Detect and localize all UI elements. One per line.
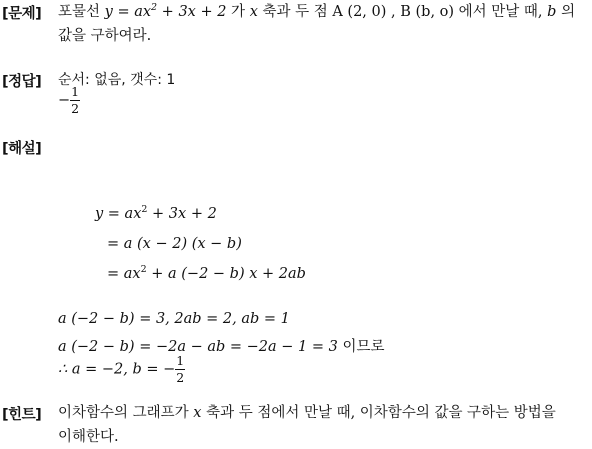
hint-text-2: 축과 두 점에서 만날 때, 이차함수의 값을 구하는 방법을	[206, 405, 556, 421]
answer-line: 순서: 없음, 갯수: 1	[58, 72, 176, 88]
solution-line-6-den: 2	[176, 369, 185, 385]
solution-line-5-math: a (−2 − b) = −2a − ab = −2a − 1 = 3	[58, 339, 338, 355]
solution-line-4: a (−2 − b) = 3, 2ab = 2, ab = 1	[58, 311, 290, 327]
problem-text	[58, 0, 592, 48]
solution-line-6-num: 1	[176, 353, 185, 368]
hint-text	[58, 401, 592, 449]
problem-eq-main: y = ax	[104, 4, 152, 20]
solution-eq-3-rest: + a (−2 − b) x + 2ab	[146, 266, 306, 282]
solution-eq-1-lhs: y = ax	[95, 206, 142, 222]
solution-eq-3	[107, 266, 306, 282]
solution-eq-2: = a (x − 2) (x − b)	[107, 236, 242, 252]
problem-line-2: 값을 구하여라.	[58, 28, 152, 44]
problem-var-b: b	[547, 4, 557, 20]
hint-label: [힌트]	[2, 407, 42, 423]
solution-line-6	[58, 355, 185, 384]
solution-eq-3-pre: = ax	[107, 266, 141, 282]
answer-block	[58, 68, 175, 121]
solution-eq-1-rest: + 3x + 2	[147, 206, 217, 222]
problem-label: [문제]	[2, 6, 42, 22]
answer-label: [정답]	[2, 74, 42, 90]
answer-denominator: 2	[71, 100, 80, 116]
problem-text-5: 의	[561, 4, 576, 20]
problem-equation	[105, 4, 227, 20]
solution-line-5	[58, 335, 385, 356]
hint-line-1	[58, 401, 592, 425]
solution-eq-1	[95, 206, 217, 222]
answer-fraction-row	[58, 86, 175, 115]
problem-eq-rest: + 3x + 2	[157, 4, 227, 20]
answer-numerator: 1	[71, 84, 80, 99]
problem-var-x: x	[249, 4, 258, 20]
solution-eq-1-exp: 2	[141, 204, 148, 215]
hint-var-x: x	[193, 405, 202, 421]
hint-text-1: 이차함수의 그래프가	[58, 405, 189, 421]
answer-sign: −	[58, 92, 71, 109]
problem-eq-exponent: 2	[151, 2, 158, 13]
point-b: B (b, o)	[400, 4, 455, 20]
problem-text-1: 포물선	[58, 4, 101, 20]
problem-text-4: 에서 만날 때,	[458, 4, 543, 20]
solution-line-6-pre: ∴ a = −2, b = −	[58, 361, 176, 378]
answer-fraction	[70, 86, 80, 115]
point-a: A (2, 0) ,	[332, 4, 396, 20]
problem-text-3: 축과 두 점	[262, 4, 328, 20]
hint-line-2: 이해한다.	[58, 429, 119, 445]
problem-line-1	[58, 0, 592, 24]
solution-label: [해설]	[2, 141, 42, 157]
solution-line-5-tail: 이므로	[337, 339, 385, 355]
problem-text-2: 가	[226, 4, 246, 20]
solution-eq-3-exp: 2	[140, 264, 147, 275]
solution-line-6-fraction	[175, 355, 185, 384]
